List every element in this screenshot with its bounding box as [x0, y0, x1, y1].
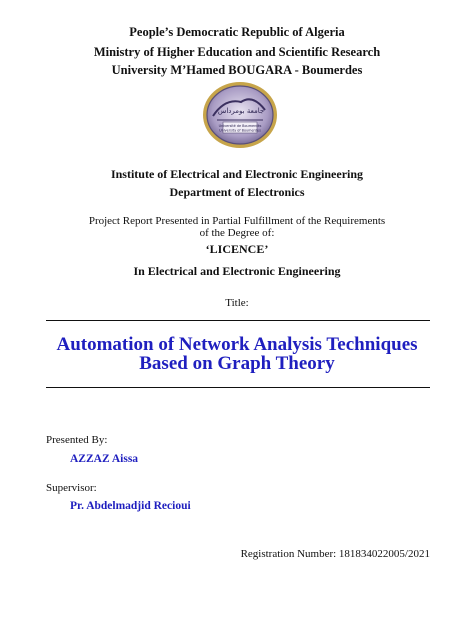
fulfillment-line1: Project Report Presented in Partial Fulfillment of the Requirements	[88, 215, 386, 227]
registration-number: Registration Number: 181834022005/2021	[240, 548, 430, 560]
supervisor-name: Pr. Abdelmadjid Recioui	[70, 500, 191, 512]
title-bottom-rule	[46, 387, 430, 388]
header-ministry: Ministry of Higher Education and Scientific Research	[93, 45, 381, 59]
header-country: People’s Democratic Republic of Algeria	[129, 25, 345, 39]
report-title-line2: Based on Graph Theory	[139, 353, 335, 374]
institute-name: Institute of Electrical and Electronic Engineering	[110, 167, 364, 181]
title-top-rule	[46, 320, 430, 321]
presented-by-label: Presented By:	[46, 434, 108, 446]
degree-name: ‘LICENCE’	[205, 242, 269, 256]
degree-field: In Electrical and Electronic Engineering	[133, 264, 341, 278]
title-label: Title:	[225, 297, 249, 309]
fulfillment-line2: of the Degree of:	[199, 227, 275, 239]
logo-arabic-text: جامعة بومرداس	[217, 107, 265, 115]
logo-text-fr: Université de Boumerdès	[218, 124, 262, 128]
header-university: University M’Hamed BOUGARA - Boumerdes	[111, 63, 363, 77]
department-name: Department of Electronics	[169, 185, 305, 199]
logo-text-en: University of Boumerdes	[219, 128, 261, 133]
university-logo	[201, 80, 279, 150]
student-name: AZZAZ Aissa	[70, 453, 139, 465]
report-title-line1: Automation of Network Analysis Techniques	[56, 334, 418, 355]
supervisor-label: Supervisor:	[46, 482, 97, 494]
